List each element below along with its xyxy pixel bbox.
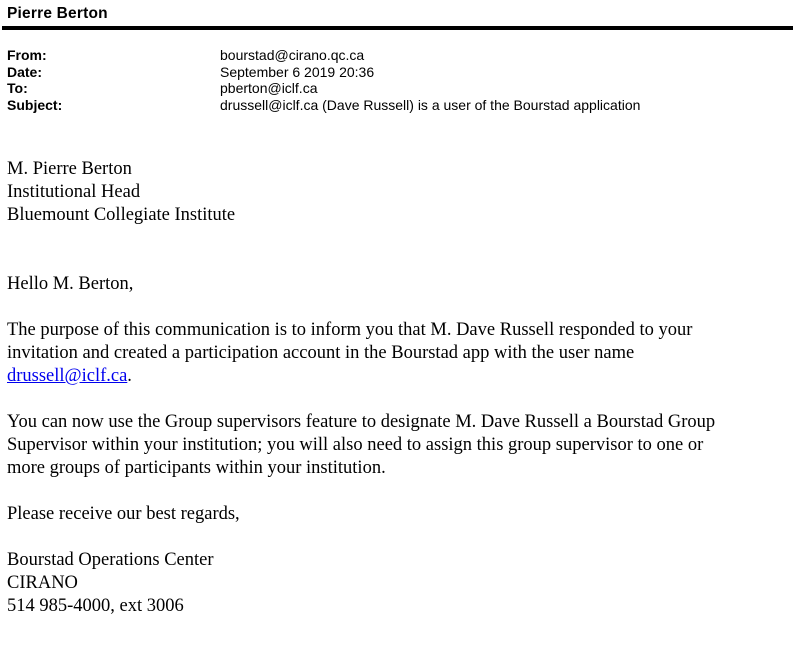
signature-block: [7, 549, 789, 618]
field-label-to: To:: [7, 80, 28, 96]
field-value-subject: drussell@iclf.ca (Dave Russell) is a user of the Bourstad application: [220, 96, 641, 113]
header-field-date: [7, 64, 789, 81]
header-field-subject: [7, 97, 789, 114]
email-body: [7, 158, 789, 618]
paragraph-line: You can now use the Group supervisors feature to designate M. Dave Russell a Bourstad Group: [7, 412, 716, 432]
field-label-date: Date:: [7, 63, 43, 80]
recipient-institution: Bluemount Collegiate Institute: [7, 205, 236, 225]
recipient-name: M. Pierre Berton: [7, 159, 132, 179]
paragraph-group-supervisor: [7, 411, 789, 480]
signature-company: CIRANO: [7, 573, 78, 593]
paragraph-line: Supervisor within your institution; you will also need to assign this group supervisor to one or: [7, 435, 704, 455]
paragraph-line: invitation and created a participation account in the Bourstad app with the user name: [7, 343, 635, 363]
header-divider: [2, 26, 793, 30]
signature-phone: 514 985-4000, ext 3006: [7, 596, 184, 616]
header-field-from: [7, 47, 789, 64]
email-header-fields: [7, 47, 789, 113]
user-email-link[interactable]: drussell@iclf.ca: [7, 366, 128, 386]
paragraph-line: more groups of participants within your institution.: [7, 458, 386, 478]
paragraph-line: [7, 365, 789, 388]
page-title: Pierre Berton: [7, 5, 108, 22]
field-value-from: bourstad@cirano.qc.ca: [220, 47, 365, 63]
greeting-line: Hello M. Berton,: [7, 274, 134, 294]
paragraph-line: The purpose of this communication is to inform you that M. Dave Russell responded to your: [7, 320, 693, 340]
closing-line: Please receive our best regards,: [7, 504, 240, 524]
field-value-to: pberton@iclf.ca: [220, 80, 318, 96]
recipient-role: Institutional Head: [7, 182, 141, 202]
field-value-date: September 6 2019 20:36: [220, 63, 375, 80]
link-trailing-period: .: [127, 366, 132, 386]
field-label-subject: Subject:: [7, 96, 63, 113]
signature-org: Bourstad Operations Center: [7, 550, 214, 570]
paragraph-account-created: [7, 319, 789, 388]
recipient-address-block: [7, 158, 789, 227]
field-label-from: From:: [7, 47, 47, 63]
header-field-to: [7, 80, 789, 97]
